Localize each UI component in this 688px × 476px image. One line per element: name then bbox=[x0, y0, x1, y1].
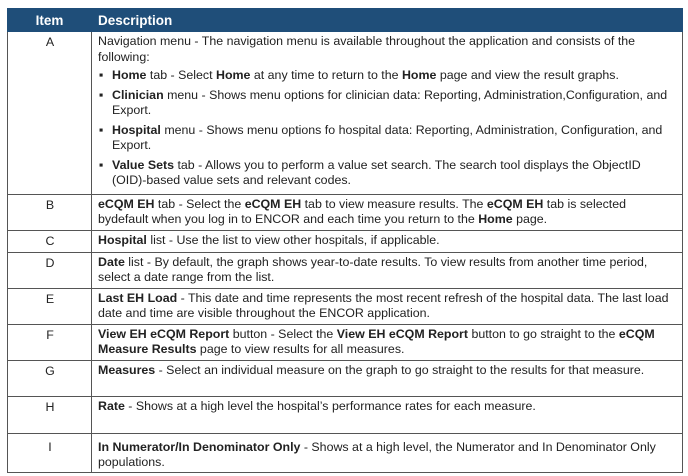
table-row-f bbox=[8, 324, 683, 360]
description-cell: Rate - Shows at a high level the hospital’s performance rates for each measure. bbox=[92, 396, 683, 433]
item-cell: C bbox=[8, 230, 92, 252]
description-cell: Date list - By default, the graph shows year-to-date results. To view results from another time period, select a date range from the list. bbox=[92, 252, 683, 288]
bullet-icon: ▪ bbox=[99, 157, 104, 172]
list-item-home: ▪ Home tab - Select Home at any time to return to the Home page and view the result graphs. bbox=[99, 68, 619, 82]
bullet-icon: ▪ bbox=[99, 122, 104, 137]
item-cell: A bbox=[8, 32, 92, 195]
item-cell: D bbox=[8, 252, 92, 288]
description-cell: Last EH Load - This date and time represents the most recent refresh of the hospital data. The last load date and time are visible throughout the ENCOR application. bbox=[92, 288, 683, 324]
list-item-clinician: ▪ Clinician menu - Shows menu options for clinician data: Reporting, Administration,Configuration, and Export. bbox=[99, 87, 668, 117]
description-cell: eCQM EH tab - Select the eCQM EH tab to view measure results. The eCQM EH tab is selected bydefault when you log in to ENCOR and each time you return to the Home page. bbox=[92, 194, 683, 230]
list-item-value-sets: ▪ Value Sets tab - Allows you to perform a value set search. The search tool displays the ObjectID (OID)-based value sets and relevant codes. bbox=[99, 157, 641, 187]
description-cell: Hospital list - Use the list to view other hospitals, if applicable. bbox=[92, 230, 683, 252]
table-row-e bbox=[8, 288, 683, 324]
description-cell: Measures - Select an individual measure on the graph to go straight to the results for that measure. bbox=[92, 360, 683, 396]
navigation-menu-list bbox=[98, 68, 677, 189]
table-row-d bbox=[8, 252, 683, 288]
navigation-menu-intro: Navigation menu - The navigation menu is available throughout the application and consists of the following: bbox=[98, 34, 636, 64]
description-cell: View EH eCQM Report button - Select the View EH eCQM Report button to go straight to the eCQM Measure Results page to view results for all measures. bbox=[92, 324, 683, 360]
bullet-icon: ▪ bbox=[99, 87, 104, 102]
list-item-hospital: ▪ Hospital menu - Shows menu options fo hospital data: Reporting, Administration, Configuration, and Export. bbox=[99, 122, 663, 152]
table-row-a bbox=[8, 32, 683, 195]
item-header: Item bbox=[8, 9, 92, 32]
bullet-icon: ▪ bbox=[99, 68, 104, 82]
description-table bbox=[7, 8, 683, 473]
table-row-b bbox=[8, 194, 683, 230]
item-cell: E bbox=[8, 288, 92, 324]
table-row-c bbox=[8, 230, 683, 252]
description-header: Description bbox=[92, 9, 683, 32]
item-cell: G bbox=[8, 360, 92, 396]
description-cell: In Numerator/In Denominator Only - Shows at a high level, the Numerator and In Denominator Only populations. bbox=[92, 433, 683, 472]
item-cell: H bbox=[8, 396, 92, 433]
description-cell bbox=[92, 32, 683, 195]
item-cell: B bbox=[8, 194, 92, 230]
item-cell: I bbox=[8, 433, 92, 472]
table-row-h bbox=[8, 396, 683, 433]
header-row bbox=[8, 9, 683, 32]
table-row-i bbox=[8, 433, 683, 472]
table-row-g bbox=[8, 360, 683, 396]
item-cell: F bbox=[8, 324, 92, 360]
